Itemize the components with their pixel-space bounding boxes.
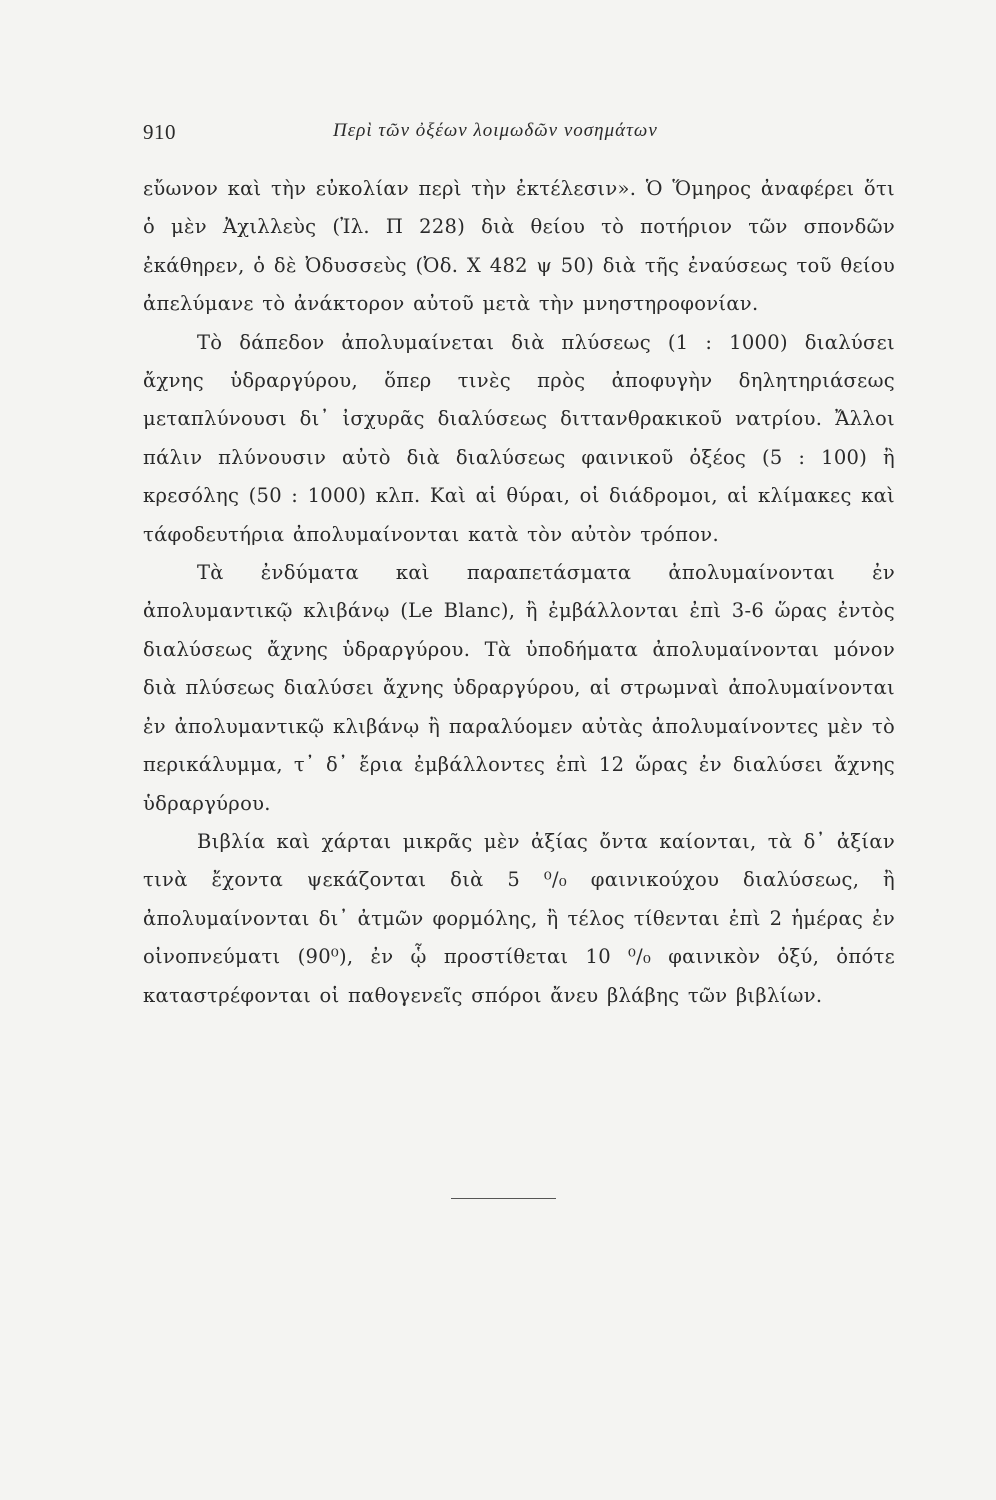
page-number: 910 [143, 120, 176, 144]
paragraph-4: Βιβλία καὶ χάρται μικρᾶς μὲν ἀξίας ὄντα καίονται, τὰ δ᾽ ἀξίαν τινὰ ἔχοντα ψεκάζονται διὰ 5 ⁰/₀ φαινικούχου διαλύσεως, ἢ ἀπολυμαίνονται δι᾽ ἀτμῶν φορμόλης, ἢ τέλος τίθενται ἐπὶ 2 ἡμέρας ἐν οἰνοπνεύματι (90⁰), ἐν ᾧ προστίθεται 10 ⁰/₀ φαινικὸν ὀξύ, ὁπότε καταστρέφονται οἱ παθογενεῖς σπόροι ἄνευ βλάβης τῶν βιβλίων. [143, 829, 895, 1007]
closing-rule [451, 1198, 556, 1199]
paragraph-2: Τὸ δάπεδον ἀπολυμαίνεται διὰ πλύσεως (1 : 1000) διαλύσει ἄχνης ὑδραργύρου, ὅπερ τινὲς πρὸς ἀποφυγὴν δηλητηριάσεως μεταπλύνουσι δι᾽ ἰσχυρᾶς διαλύσεως διττανθρακικοῦ νατρίου. Ἄλλοι πάλιν πλύνουσιν αὐτὸ διὰ διαλύσεως φαινικοῦ ὀξέος (5 : 100) ἢ κρεσόλης (50 : 1000) κλπ. Καὶ αἱ θύραι, οἱ διάδρομοι, αἱ κλίμακες καὶ τάφοδευτήρια ἀπολυμαίνονται κατὰ τὸν αὐτὸν τρόπον. [143, 330, 895, 546]
running-title: Περὶ τῶν ὀξέων λοιμωδῶν νοσημάτων [333, 120, 658, 141]
page-header [143, 120, 895, 150]
paragraph-1: εὔωνον καὶ τὴν εὐκολίαν περὶ τὴν ἐκτέλεσιν». Ὁ Ὅμηρος ἀναφέρει ὅτι ὁ μὲν Ἀχιλλεὺς (Ἰλ. Π 228) διὰ θείου τὸ ποτήριον τῶν σπονδῶν ἐκάθηρεν, ὁ δὲ Ὀδυσσεὺς (Ὀδ. Χ 482 ψ 50) διὰ τῆς ἐναύσεως τοῦ θείου ἀπελύμανε τὸ ἀνάκτορον αὐτοῦ μετὰ τὴν μνηστηροφονίαν. [143, 177, 895, 316]
body-text [143, 170, 895, 1015]
paragraph-3: Τὰ ἐνδύματα καὶ παραπετάσματα ἀπολυμαίνονται ἐν ἀπολυμαντικῷ κλιβάνῳ (Le Blanc), ἢ ἐμβάλλονται ἐπὶ 3-6 ὥρας ἐντὸς διαλύσεως ἄχνης ὑδραργύρου. Τὰ ὑποδήματα ἀπολυμαίνονται μόνον διὰ πλύσεως διαλύσει ἄχνης ὑδραργύρου, αἱ στρωμναὶ ἀπολυμαίνονται ἐν ἀπολυμαντικῷ κλιβάνῳ ἢ παραλύομεν αὐτὰς ἀπολυμαίνοντες μὲν τὸ περικάλυμμα, τ᾽ δ᾽ ἔρια ἐμβάλλοντες ἐπὶ 12 ὥρας ἐν διαλύσει ἄχνης ὑδραργύρου. [143, 561, 895, 815]
